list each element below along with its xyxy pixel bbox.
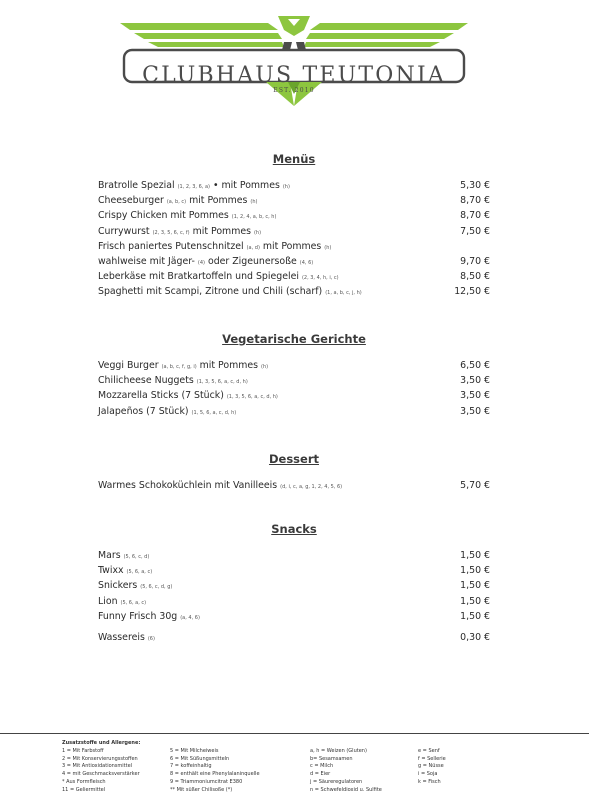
menu-item-price: 1,50 € (460, 550, 490, 561)
menu-item (98, 269, 490, 284)
dish-name: Chilicheese Nuggets (98, 375, 194, 387)
menu-item-price: 8,50 € (460, 271, 490, 283)
dish-name: wahlweise mit Jäger- (98, 255, 195, 267)
allergen-legend-entry: j = Säureregulatoren (310, 778, 363, 785)
allergen-legend-entry: 3 = Mit Antioxidationsmittel (62, 763, 133, 770)
menu-item (98, 404, 490, 419)
dish-extra: mit Pommes (262, 240, 322, 252)
dish-name: Mars (98, 550, 121, 561)
menu-item-price: 9,70 € (460, 255, 490, 267)
allergen-codes: (a, b, c) (166, 199, 187, 206)
allergen-legend-entry: c = Milch (310, 763, 334, 770)
dish-name: Frisch paniertes Putenschnitzel (98, 240, 244, 252)
extra-allergen-codes: (h) (324, 244, 332, 251)
allergen-codes: (4) (197, 259, 205, 266)
dish-name: Crispy Chicken mit Pommes (98, 210, 229, 222)
logo-est-year: EST. 2010 (273, 87, 315, 94)
allergen-codes: (1, 3, 5, 6, a, c, d, h) (196, 379, 248, 386)
allergen-codes: (d, i, c, a, g, 1, 2, 4, 5, 6) (280, 484, 343, 490)
menu-section (98, 520, 490, 645)
menu-item-list (98, 178, 490, 300)
menu-item-price: 8,70 € (460, 195, 490, 207)
menu-item (98, 578, 490, 593)
dish-name: Wassereis (98, 631, 145, 643)
menu-item-price: 1,50 € (460, 595, 490, 607)
extra-allergen-codes: (h) (250, 199, 258, 206)
allergen-legend-entry: k = Fisch (418, 778, 441, 785)
menu-item (98, 478, 490, 493)
left-wing-stripe-1 (120, 23, 278, 30)
menu-item-list (98, 358, 490, 419)
dish-name: Spaghetti mit Scampi, Zitrone und Chili (scharf) (98, 286, 323, 298)
dish-name: Cheeseburger (98, 195, 164, 207)
section-title: Menüs (272, 152, 316, 166)
allergen-codes: (6) (147, 635, 155, 642)
extra-allergen-codes: (h) (282, 184, 290, 190)
allergen-codes: (1, 2, 3, 6, a) (177, 184, 210, 190)
menu-item-name (98, 478, 342, 495)
menu-item (98, 548, 490, 563)
allergen-legend-entry: i = Soja (418, 771, 438, 778)
extra-allergen-codes: (h) (261, 364, 269, 370)
dish-name: Jalapeños (7 Stück) (98, 405, 189, 417)
dish-extra: mit Pommes (192, 225, 251, 237)
dish-name: Twixx (98, 565, 124, 577)
menu-item-price: 3,50 € (460, 375, 490, 387)
dish-extra: mit Pommes (189, 195, 248, 207)
allergen-legend-entry: 6 = Mit Süßungsmitteln (170, 755, 230, 762)
allergen-legend-entry: n = Schwefeldioxid u. Sulfite (310, 786, 382, 793)
allergen-legend-column (310, 748, 382, 795)
dish-extra: oder Zigeunersoße (207, 255, 297, 267)
allergen-codes: (5, 6, a, c) (126, 569, 153, 576)
menu-item-price: 1,50 € (460, 580, 490, 592)
menu-item-price: 1,50 € (460, 610, 490, 622)
dish-name: Warmes Schokoküchlein mit Vanilleeis (98, 480, 278, 491)
dish-extra: mit Pommes (199, 360, 259, 371)
allergen-legend-entry: 8 = enthält eine Phenylalaninquelle (170, 771, 260, 778)
allergen-legend (62, 740, 582, 793)
eagle-emblem-icon (118, 14, 470, 110)
menu-item-name (98, 609, 200, 626)
menu-item-list (98, 478, 490, 493)
allergen-legend-entry: e = Senf (418, 747, 440, 754)
allergen-legend-entry: d = Eier (310, 771, 331, 778)
menu-item (98, 193, 490, 208)
menu-item-price: 12,50 € (454, 286, 490, 298)
menu-section (98, 450, 490, 493)
menu-item (98, 254, 490, 269)
allergen-legend-entry: g = Nüsse (418, 763, 444, 770)
extra-allergen-codes: (h) (253, 229, 262, 236)
footer-divider (0, 733, 589, 734)
allergen-legend-entry (418, 787, 446, 795)
menu-item (98, 609, 490, 624)
menu-item-price: 0,30 € (460, 631, 490, 643)
allergen-legend-entry: f = Sellerie (418, 755, 446, 762)
menu-item (98, 594, 490, 609)
dish-name: Currywurst (98, 225, 150, 237)
allergen-codes: (a, d) (246, 244, 260, 251)
menu-item (98, 630, 490, 645)
menu-item-price: 5,30 € (460, 180, 490, 191)
dish-extra: • mit Pommes (212, 180, 280, 191)
allergen-legend-entry: 9 = Triammoniumcitrat E380 (170, 778, 243, 785)
menu-item (98, 178, 490, 193)
left-wing-stripe-2 (134, 33, 282, 39)
right-wing-stripe-1 (310, 23, 468, 30)
dish-name: Mozzarella Sticks (7 Stück) (98, 390, 224, 402)
allergen-legend-entry: 11 = Geliermittel (62, 786, 106, 793)
dish-name: Funny Frisch 30g (98, 610, 178, 622)
allergen-legend-entry: 7 = koffeinhaltig (170, 763, 212, 770)
allergen-codes: (1, 5, 6, a, c, d, h) (191, 409, 237, 416)
allergen-codes: (5, 6, c, d) (123, 554, 150, 560)
allergen-codes: (2, 3, 5, 6, c, f) (152, 229, 190, 236)
menu-item-price: 6,50 € (460, 360, 490, 371)
allergen-legend-column (170, 748, 260, 795)
menu-item (98, 208, 490, 223)
logo-wordmark: CLUBHAUS TEUTONIA (142, 63, 446, 88)
section-title: Vegetarische Gerichte (222, 332, 366, 346)
allergen-legend-entry: b= Sesamsamen (310, 755, 353, 762)
right-wing-stripe-3 (304, 42, 440, 47)
allergen-codes: (1, 2, 4, a, b, c, h) (231, 214, 277, 221)
menu-item-name (98, 630, 155, 647)
allergen-legend-column (418, 748, 446, 795)
allergen-legend-entry: ** Mit süßer Chilisoße (*) (170, 786, 233, 793)
allergen-codes: (1, a, b, c, j, h) (325, 290, 362, 297)
menu-item (98, 563, 490, 578)
menu-item-price: 3,50 € (460, 390, 490, 402)
left-wing-stripe-3 (148, 42, 284, 47)
menu-item (98, 224, 490, 239)
allergen-legend-entry: 4 = mit Geschmacksverstärker (62, 771, 140, 778)
allergen-legend-entry: * Aus Formfleisch (62, 778, 106, 785)
section-title: Snacks (271, 522, 317, 536)
allergen-codes: (a, b, c, f, g, i) (161, 364, 197, 370)
allergen-codes: (1, 3, 5, 6, a, c, d, h) (226, 394, 278, 401)
menu-item-price: 5,70 € (460, 480, 490, 491)
menu-section (98, 150, 490, 300)
menu-item-price: 7,50 € (460, 225, 490, 237)
menu-item (98, 284, 490, 299)
allergen-legend-entry: 2 = Mit Konservierungsstoffen (62, 755, 138, 762)
section-title: Dessert (268, 452, 319, 466)
dish-name: Lion (98, 595, 118, 607)
allergen-legend-title: Zusatzstoffe und Allergene: (62, 740, 141, 746)
allergen-codes: (5, 6, c, d, g) (140, 584, 173, 591)
allergen-legend-entry: 1 = Mit Farbstoff (62, 747, 104, 754)
menu-section (98, 330, 490, 419)
menu-item-price: 1,50 € (460, 565, 490, 577)
allergen-legend-entry: a, h = Weizen (Gluten) (310, 747, 367, 754)
menu-item (98, 358, 490, 373)
allergen-legend-column (62, 748, 140, 795)
extra-allergen-codes: (4, 6) (299, 259, 314, 266)
dish-name: Snickers (98, 580, 138, 592)
menu-item (98, 239, 490, 254)
menu-item-name (98, 284, 362, 301)
menu-item (98, 373, 490, 388)
menu-item-price: 3,50 € (460, 405, 490, 417)
allergen-codes: (5, 6, a, c) (120, 599, 147, 606)
dish-name: Veggi Burger (98, 360, 159, 371)
allergen-codes: (2, 3, 4, h, i, c) (301, 275, 339, 282)
right-wing-stripe-2 (306, 33, 454, 39)
allergen-codes: (a, 4, 6) (180, 614, 200, 621)
allergen-legend-entry: 5 = Mit Milcheiweis (170, 747, 219, 754)
menu-item-list (98, 548, 490, 645)
menu-item-name (98, 404, 236, 421)
menu-item-price: 8,70 € (460, 210, 490, 222)
menu-item (98, 388, 490, 403)
clubhaus-teutonia-logo (118, 14, 470, 110)
dish-name: Bratrolle Spezial (98, 180, 175, 191)
dish-name: Leberkäse mit Bratkartoffeln und Spiegelei (98, 271, 299, 283)
